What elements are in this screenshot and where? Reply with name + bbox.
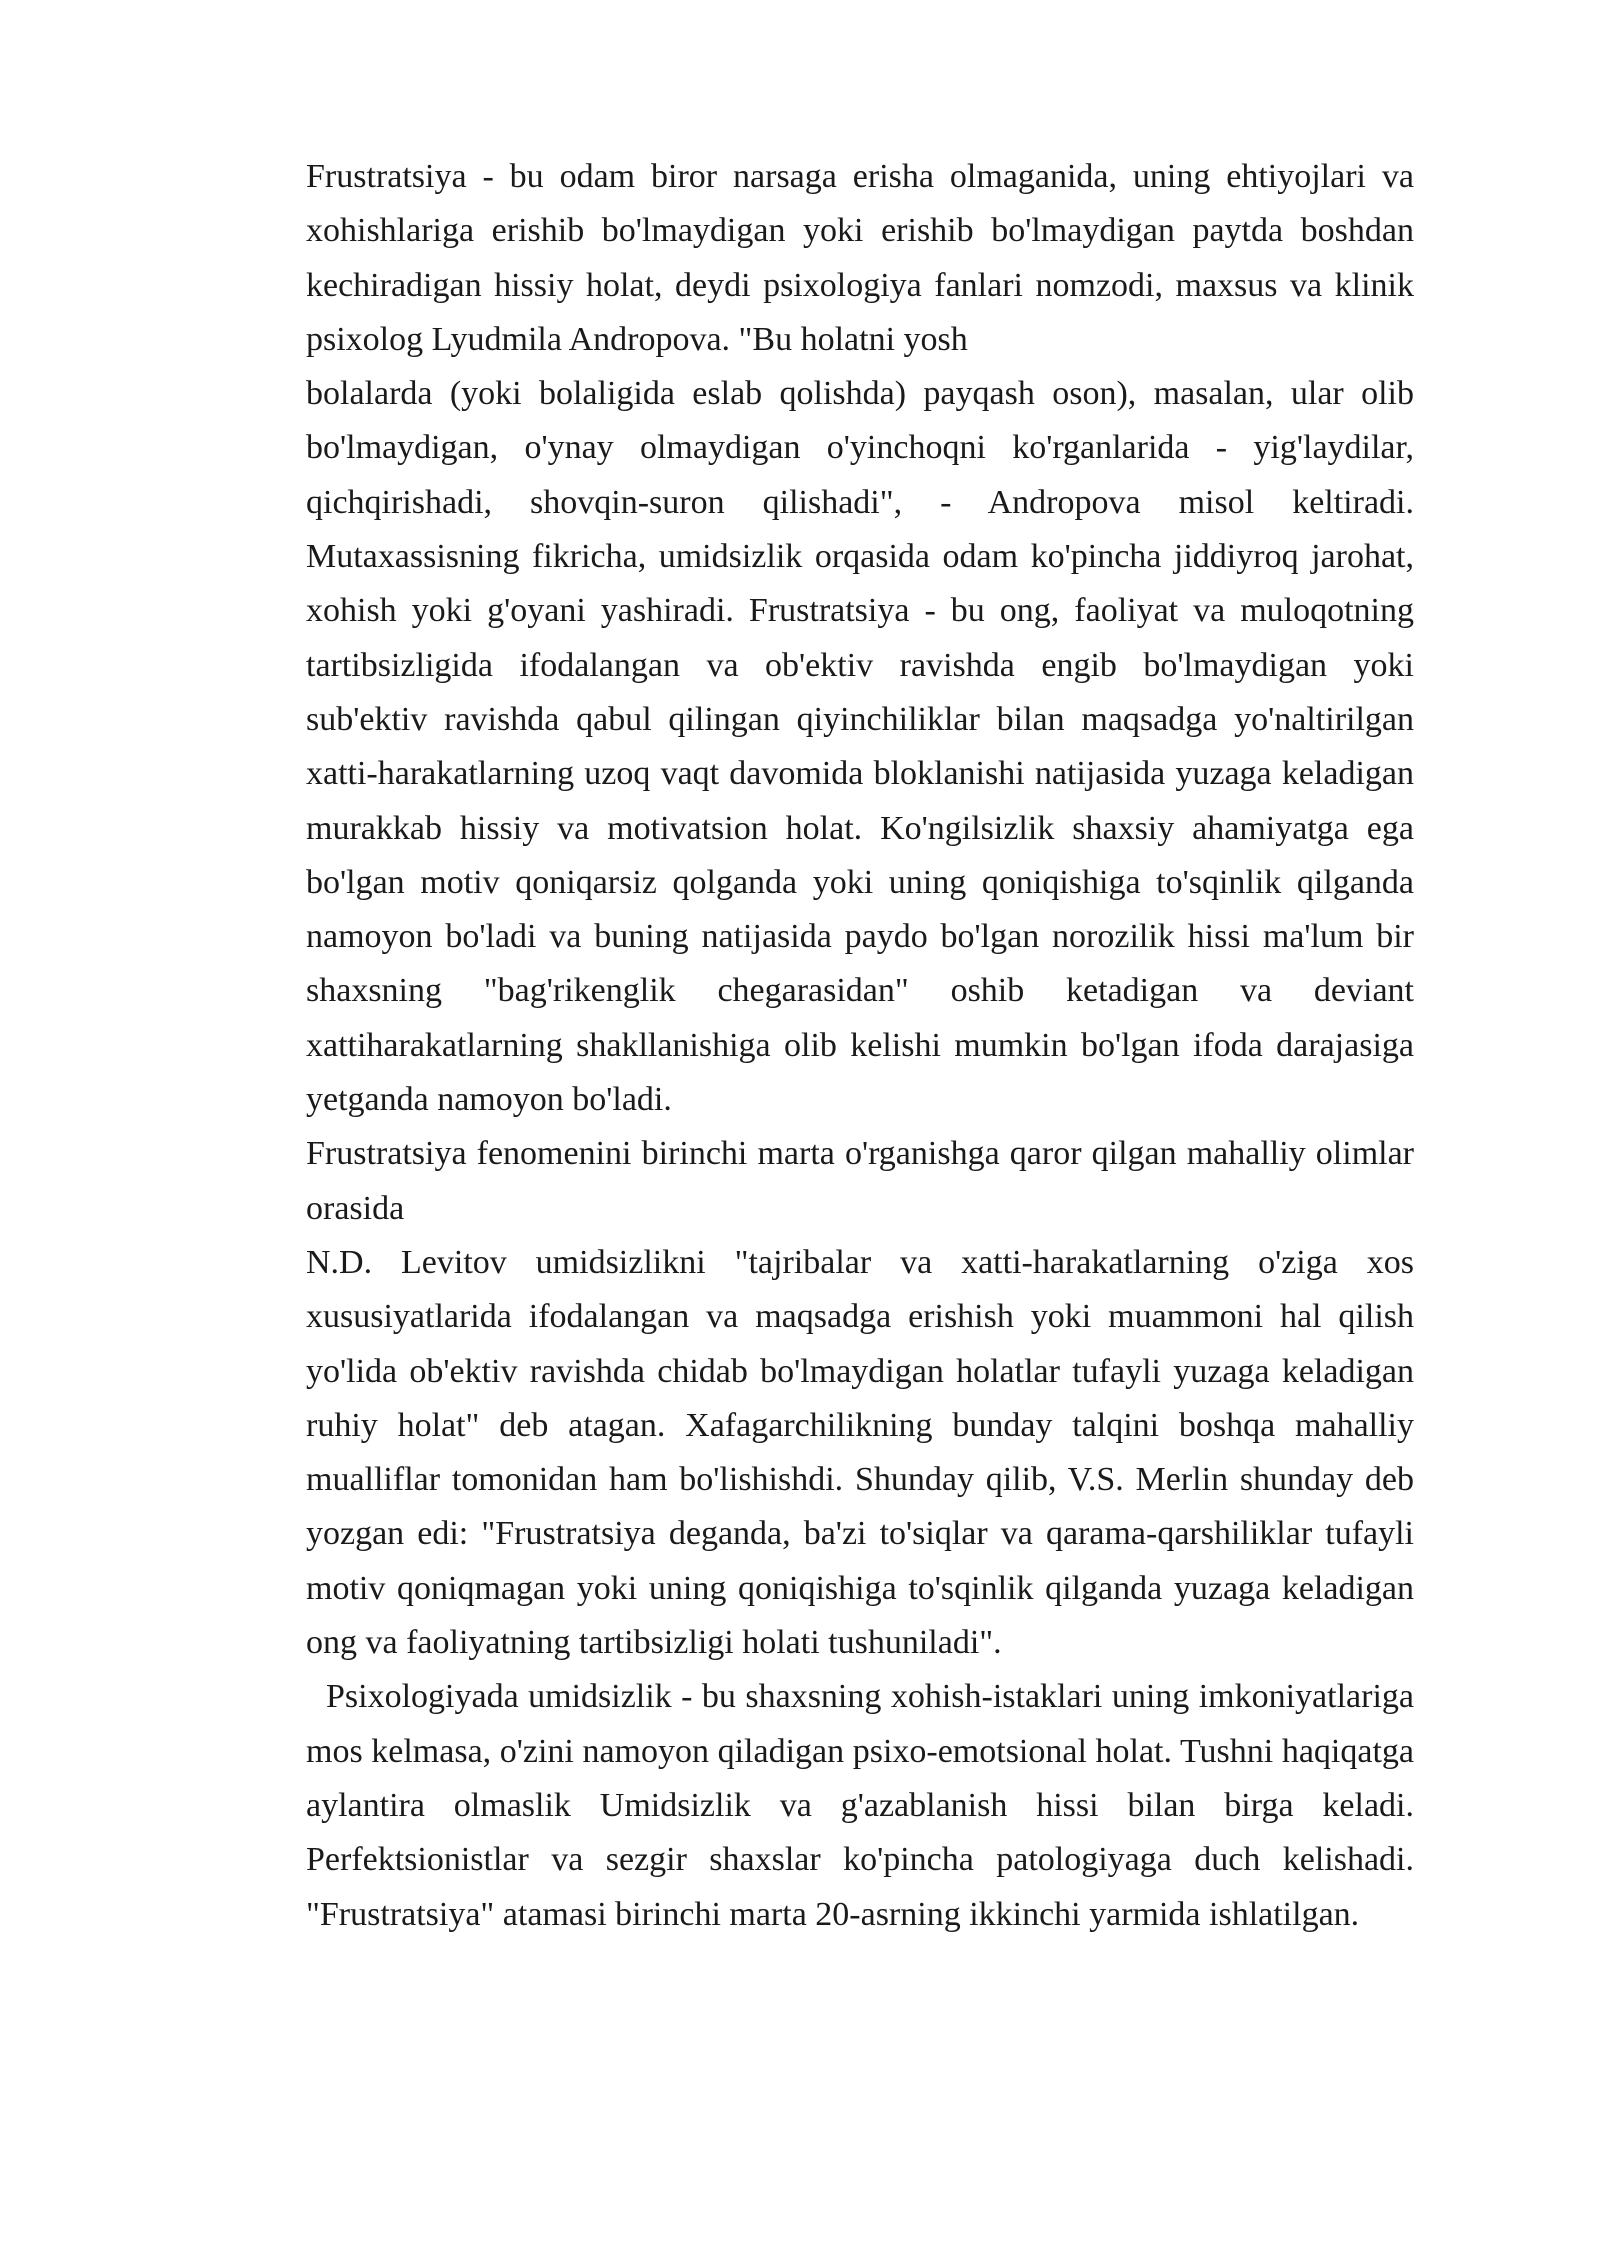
paragraph-local-scholars: Frustratsiya fenomenini birinchi marta o'rganishga qaror qilgan mahalliy olimlar orasida <box>306 1135 1414 1227</box>
paragraph-definition: Frustratsiya - bu odam biror narsaga erisha olmaganida, uning ehtiyojlari va xohishlariga erishib bo'lmaydigan yoki erishib bo'lmaydigan paytda boshdan kechiradigan hissiy holat, deydi psixologiya fanlari nomzodi, maxsus va klinik psixolog Lyudmila Andropova. "Bu holatni yosh <box>306 158 1414 358</box>
paragraph-psychology: Psixologiyada umidsizlik - bu shaxsning xohish-istaklari uning imkoniyatlariga mos kelmasa, o'zini namoyon qiladigan psixo-emotsional holat. Tushni haqiqatga aylantira olmaslik Umidsizlik va g'azablanish hissi bilan birga keladi. Perfektsionistlar va sezgir shaxslar ko'pincha patologiyaga duch kelishadi. "Frustratsiya" atamasi birinchi marta 20-asrning ikkinchi yarmida ishlatilgan. <box>306 1678 1414 1933</box>
document-body <box>306 150 1414 1942</box>
paragraph-children-example: bolalarda (yoki bolaligida eslab qolishda) payqash oson), masalan, ular olib bo'lmaydigan, o'ynay olmaydigan o'yinchoqni ko'rganlarida - yig'laydilar, qichqirishadi, shovqin-suron qilishadi", - Andropova misol keltiradi. Mutaxassisning fikricha, umidsizlik orqasida odam ko'pincha jiddiyroq jarohat, xohish yoki g'oyani yashiradi. Frustratsiya - bu ong, faoliyat va muloqotning tartibsizligida ifodalangan va ob'ektiv ravishda engib bo'lmaydigan yoki sub'ektiv ravishda qabul qilingan qiyinchiliklar bilan maqsadga yo'naltirilgan xatti-harakatlarning uzoq vaqt davomida bloklanishi natijasida yuzaga keladigan murakkab hissiy va motivatsion holat. Ko'ngilsizlik shaxsiy ahamiyatga ega bo'lgan motiv qoniqarsiz qolganda yoki uning qoniqishiga to'sqinlik qilganda namoyon bo'ladi va buning natijasida paydo bo'lgan norozilik hissi ma'lum bir shaxsning "bag'rikenglik chegarasidan" oshib ketadigan va deviant xattiharakatlarning shakllanishiga olib kelishi mumkin bo'lgan ifoda darajasiga yetganda namoyon bo'ladi. <box>306 375 1414 1119</box>
paragraph-levitov: N.D. Levitov umidsizlikni "tajribalar va xatti-harakatlarning o'ziga xos xususiyatlarida ifodalangan va maqsadga erishish yoki muammoni hal qilish yo'lida ob'ektiv ravishda chidab bo'lmaydigan holatlar tufayli yuzaga keladigan ruhiy holat" deb atagan. Xafagarchilikning bunday talqini boshqa mahalliy mualliflar tomonidan ham bo'lishishdi. Shunday qilib, V.S. Merlin shunday deb yozgan edi: "Frustratsiya deganda, ba'zi to'siqlar va qarama-qarshiliklar tufayli motiv qoniqmagan yoki uning qoniqishiga to'sqinlik qilganda yuzaga keladigan ong va faoliyatning tartibsizligi holati tushuniladi". <box>306 1243 1414 1662</box>
